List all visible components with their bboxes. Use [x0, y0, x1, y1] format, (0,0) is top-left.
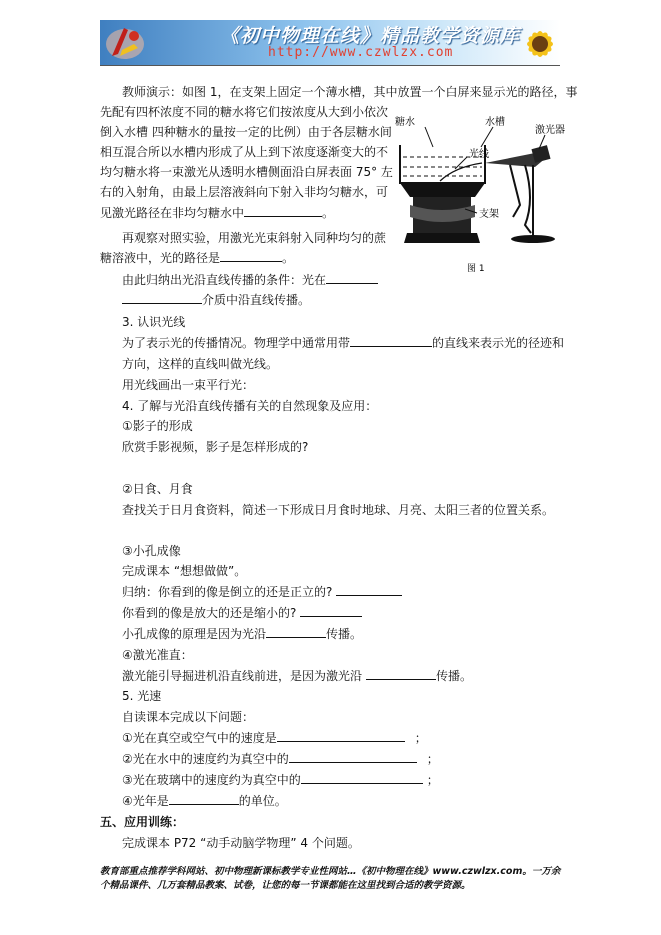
section-4-3-line-c-text: 你看到的像是放大的还是缩小的?: [122, 606, 297, 620]
section-5-intro: 自读课本完成以下问题：: [122, 710, 255, 724]
header-rule: [100, 65, 560, 66]
section-3-line-1b: 的直线来表示光的径迹和: [432, 336, 565, 350]
figure-caption: 图 1: [467, 264, 485, 274]
section-4-1-question: 欣赏手影视频，影子是怎样形成的?: [122, 440, 309, 454]
section-5-q2: [122, 751, 439, 767]
answer-blank[interactable]: [301, 772, 423, 784]
section-4-4-line-a2: 传播。: [436, 669, 473, 683]
paragraph-control-line-2-text: 糖溶液中，光的路径是: [100, 251, 221, 265]
paragraph-demo-line-7-text: 见激光路径在非均匀糖水中: [100, 206, 245, 220]
label-stand: 支架: [479, 209, 499, 220]
section-4-3-line-b-text: 归纳：你看到的像是倒立的还是正立的?: [122, 585, 333, 599]
section-4-3-heading: ③小孔成像: [122, 544, 181, 558]
section-3-line-3: 用光线画出一束平行光：: [122, 378, 255, 392]
paragraph-demo-line-7: [100, 205, 334, 221]
experiment-figure: [385, 105, 570, 280]
section-5-q3: [122, 772, 439, 788]
section-5-q4-end: 的单位。: [238, 794, 287, 808]
answer-blank[interactable]: [220, 250, 282, 262]
label-laser: 激光器: [535, 125, 565, 136]
section-4-4-line-a1: 激光能引导掘进机沿直线前进，是因为激光沿: [122, 669, 363, 683]
answer-blank[interactable]: [277, 730, 405, 742]
semicolon: ；: [426, 773, 439, 787]
label-sugar-water: 糖水: [395, 117, 415, 128]
paragraph-demo-line-3: 倒入水槽 四种糖水的量按一定的比例）由于各层糖水间: [100, 125, 392, 139]
period: 。: [322, 206, 335, 220]
logo-icon: [104, 22, 146, 62]
paragraph-demo-line-1: 教师演示：如图 1，在支架上固定一个薄水槽，其中放置一个白屏来显示光的路径，事: [122, 85, 578, 99]
section-5-q4-text: ④光年是: [122, 794, 169, 808]
section-5-task: 完成课本 P72 “动手动脑学物理” 4 个问题。: [122, 836, 360, 850]
section-4-4-line: [122, 668, 472, 684]
label-water-tank: 水槽: [485, 117, 505, 128]
sunflower-icon: [510, 20, 560, 65]
answer-blank[interactable]: [336, 584, 402, 596]
section-4-2-heading: ②日食、月食: [122, 482, 193, 496]
conclusion-line-2: [122, 292, 310, 308]
paragraph-control-line-2: [100, 250, 294, 266]
section-4-1-heading: ①影子的形成: [122, 419, 193, 433]
section-4-3-line-d1: 小孔成像的原理是因为光沿: [122, 627, 267, 641]
conclusion-line-1: [122, 272, 378, 288]
section-3-line-1: [122, 335, 564, 351]
section-4-heading: 4. 了解与光沿直线传播有关的自然现象及应用：: [122, 399, 378, 413]
section-4-3-line-b: [122, 584, 402, 600]
paragraph-demo-line-4: 相互混合所以水槽内形成了从上到下浓度逐渐变大的不: [100, 145, 389, 159]
label-light-path: 光线: [469, 149, 489, 160]
section-4-3-line-d: [122, 626, 362, 642]
conclusion-line-2-text: 介质中沿直线传播。: [202, 293, 311, 307]
section-5-q2-text: ②光在水中的速度约为真空中的: [122, 752, 289, 766]
section-5-title: 五、应用训练：: [100, 815, 185, 829]
section-3-line-1a: 为了表示光的传播情况。物理学中通常用带: [122, 336, 351, 350]
section-4-3-line-d2: 传播。: [326, 627, 363, 641]
answer-blank[interactable]: [122, 292, 202, 304]
answer-blank[interactable]: [326, 272, 378, 284]
semicolon: ；: [426, 752, 439, 766]
section-3-heading: 3. 认识光线: [122, 315, 186, 329]
banner-title: 《初中物理在线》精品教学资源库: [220, 25, 521, 47]
answer-blank[interactable]: [266, 626, 326, 638]
section-5-heading: 5. 光速: [122, 689, 162, 703]
paragraph-demo-line-5: 均匀糖水将一束激光从透明水槽侧面沿白屏表面 75° 左: [100, 165, 393, 179]
section-5-q4: [122, 793, 287, 809]
period: 。: [282, 251, 295, 265]
answer-blank[interactable]: [244, 205, 322, 217]
section-3-line-2: 方向，这样的直线叫做光线。: [122, 357, 279, 371]
answer-blank[interactable]: [169, 793, 239, 805]
answer-blank[interactable]: [289, 751, 417, 763]
answer-blank[interactable]: [366, 668, 436, 680]
footer-line-1: 教育部重点推荐学科网站、初中物理新课标教学专业性网站…《初中物理在线》www.czwlzx.com。一万余: [100, 866, 561, 877]
section-4-2-question: 查找关于日月食资料，简述一下形成日月食时地球、月亮、太阳三者的位置关系。: [122, 503, 555, 517]
semicolon: ；: [414, 731, 427, 745]
answer-blank[interactable]: [350, 335, 432, 347]
header-banner: [100, 20, 560, 65]
section-4-4-heading: ④激光准直：: [122, 648, 193, 662]
answer-blank[interactable]: [300, 605, 362, 617]
banner-url[interactable]: http://www.czwlzx.com: [268, 45, 454, 60]
section-5-q1: [122, 730, 427, 746]
section-4-3-line-c: [122, 605, 362, 621]
section-5-q1-text: ①光在真空或空气中的速度是: [122, 731, 277, 745]
paragraph-demo-line-2: 先配有四杯浓度不同的糖水将它们按浓度从大到小依次: [100, 105, 389, 119]
section-4-3-line-a: 完成课本 “想想做做”。: [122, 564, 247, 578]
section-5-q3-text: ③光在玻璃中的速度约为真空中的: [122, 773, 301, 787]
conclusion-line-1-text: 由此归纳出光沿直线传播的条件：光在: [122, 273, 327, 287]
footer-line-2: 个精品课件、几万套精品教案、试卷，让您的每一节课都能在这里找到合适的教学资源。: [100, 880, 471, 891]
paragraph-control-line-1: 再观察对照实验，用激光光束斜射入同种均匀的蔗: [122, 231, 387, 245]
paragraph-demo-line-6: 右的入射角，由最上层溶液斜向下射入非均匀糖水，可: [100, 185, 389, 199]
